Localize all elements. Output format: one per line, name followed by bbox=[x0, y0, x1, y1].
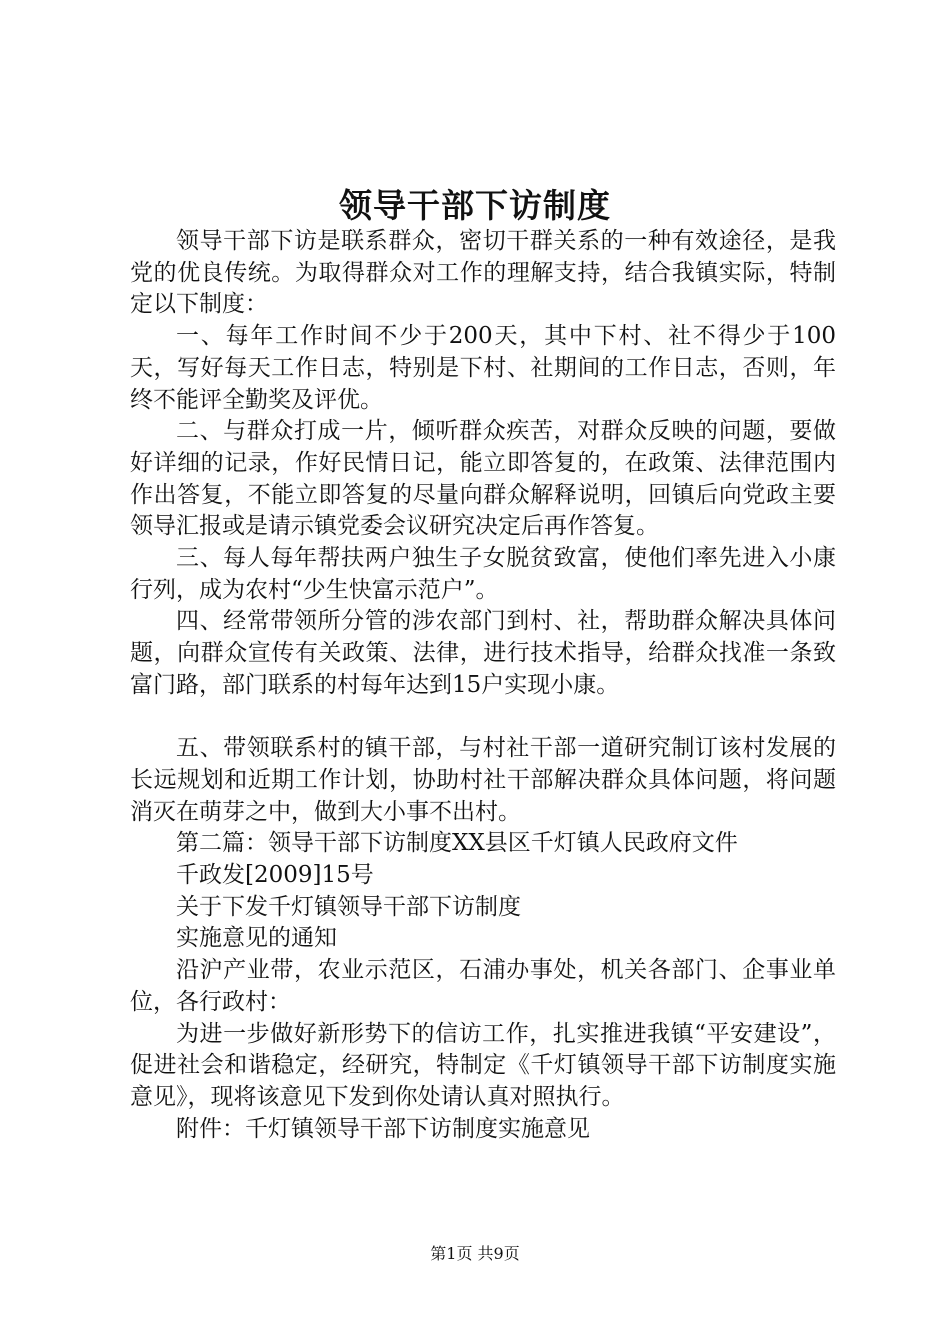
paragraph-item-2: 二、与群众打成一片，倾听群众疾苦，对群众反映的问题，要做好详细的记录，作好民情日记，能立即答复的，在政策、法律范围内作出答复，不能立即答复的尽量向群众解释说明，回镇后向党政主要领导汇报或是请示镇党委会议研究决定后再作答复。 bbox=[130, 418, 836, 540]
paragraph-attachment: 附件：千灯镇领导干部下访制度实施意见 bbox=[176, 1115, 590, 1142]
paragraph-notice-body: 为进一步做好新形势下的信访工作，扎实推进我镇“平安建设”，促进社会和谐稳定，经研究，特制定《千灯镇领导干部下访制度实施意见》，现将该意见下发到你处请认真对照执行。 bbox=[130, 1020, 836, 1110]
paragraph-item-5: 五、带领联系村的镇干部，与村社干部一道研究制订该村发展的长远规划和近期工作计划，协助村社干部解决群众具体问题，将问题消灭在萌芽之中，做到大小事不出村。 bbox=[130, 735, 836, 825]
paragraph-second-article-heading: 第二篇：领导干部下访制度XX县区千灯镇人民政府文件 bbox=[176, 830, 738, 857]
paragraph-item-1: 一、每年工作时间不少于200天，其中下村、社不得少于100天，写好每天工作日志，特别是下村、社期间的工作日志，否则，年终不能评全勤奖及评优。 bbox=[130, 323, 836, 413]
page-footer: 第1页 共9页 bbox=[430, 1244, 520, 1263]
paragraph-item-3: 三、每人每年帮扶两户独生子女脱贫致富，使他们率先进入小康行列，成为农村“少生快富示范户”。 bbox=[130, 545, 836, 603]
paragraph-intro: 领导干部下访是联系群众，密切干群关系的一种有效途径，是我党的优良传统。为取得群众对工作的理解支持，结合我镇实际，特制定以下制度： bbox=[130, 228, 836, 318]
paragraph-notice-title-line-2: 实施意见的通知 bbox=[176, 925, 337, 952]
paragraph-recipients: 沿沪产业带，农业示范区，石浦办事处，机关各部门、企事业单位，各行政村： bbox=[130, 957, 836, 1015]
document-body bbox=[130, 226, 836, 1145]
paragraph-spacer bbox=[130, 702, 836, 734]
document-title: 领导干部下访制度 bbox=[339, 186, 611, 225]
paragraph-notice-title-line-1: 关于下发千灯镇领导干部下访制度 bbox=[176, 893, 521, 920]
paragraph-item-4: 四、经常带领所分管的涉农部门到村、社，帮助群众解决具体问题，向群众宣传有关政策、法律，进行技术指导，给群众找准一条致富门路，部门联系的村每年达到15户实现小康。 bbox=[130, 608, 836, 698]
paragraph-document-number: 千政发[2009]15号 bbox=[176, 862, 374, 889]
